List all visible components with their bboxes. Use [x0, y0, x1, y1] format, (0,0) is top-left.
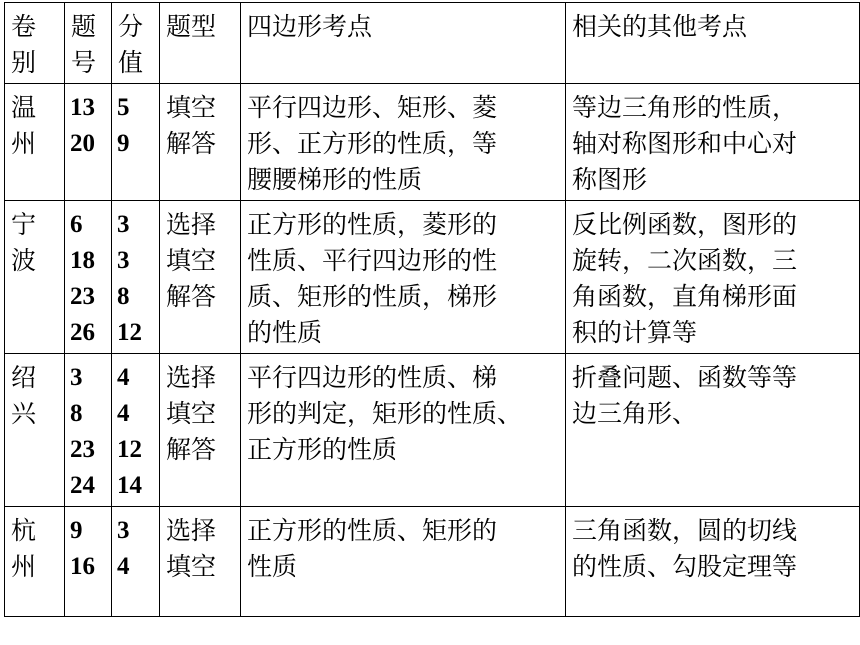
topic-line: 形的判定，矩形的性质、: [247, 399, 523, 428]
question-type-cell: [160, 84, 241, 201]
score-value: 3: [117, 517, 130, 544]
score-cell: [112, 84, 160, 201]
topic-line: 正方形的性质，菱形的: [247, 210, 498, 239]
related-line: 折叠问题、函数等等: [572, 363, 798, 392]
region-line: 兴: [11, 399, 37, 428]
question-type: 选择: [166, 210, 217, 239]
quadrilateral-topics-cell: [241, 201, 566, 354]
related-line: 称图形: [572, 165, 648, 194]
region-line: 波: [11, 246, 37, 275]
related-line: 三角函数，圆的切线: [572, 516, 798, 545]
header-row: [5, 3, 860, 84]
header-score-line: 分: [118, 12, 144, 41]
question-type: 填空: [166, 246, 217, 275]
question-number: 26: [70, 319, 95, 346]
table-row: [5, 507, 860, 617]
quadrilateral-topics-cell: [241, 507, 566, 617]
score-value: 12: [117, 436, 142, 463]
score-value: 14: [117, 472, 142, 499]
topic-line: 平行四边形、矩形、菱: [247, 93, 498, 122]
region-line: 宁: [11, 210, 37, 239]
table-row: [5, 84, 860, 201]
score-value: 9: [117, 130, 130, 157]
score-cell: [112, 201, 160, 354]
region-line: 杭: [11, 516, 37, 545]
exam-topics-table: [4, 2, 860, 617]
related-line: 边三角形、: [572, 399, 698, 428]
question-number: 8: [70, 400, 83, 427]
related-line: 积的计算等: [572, 318, 698, 347]
topic-line: 正方形的性质: [247, 435, 398, 464]
topic-line: 的性质: [247, 318, 323, 347]
topic-line: 质、矩形的性质，梯形: [247, 282, 498, 311]
related-line: 轴对称图形和中心对: [572, 129, 798, 158]
topic-line: 性质、平行四边形的性: [247, 246, 498, 275]
topic-line: 形、正方形的性质，等: [247, 129, 498, 158]
header-quadrilateral-topics: [241, 3, 566, 84]
quadrilateral-topics-cell: [241, 354, 566, 507]
score-cell: [112, 354, 160, 507]
related-line: 的性质、勾股定理等: [572, 552, 798, 581]
table-row: [5, 354, 860, 507]
question-number: 16: [70, 553, 95, 580]
question-type: 解答: [166, 435, 217, 464]
question-type-cell: [160, 201, 241, 354]
related-topics-cell: [566, 354, 860, 507]
region-line: 州: [11, 552, 37, 581]
region-cell: [5, 354, 65, 507]
question-type-cell: [160, 354, 241, 507]
header-score: [112, 3, 160, 84]
question-number: 9: [70, 517, 83, 544]
region-cell: [5, 201, 65, 354]
question-number-cell: [65, 84, 112, 201]
question-type: 解答: [166, 129, 217, 158]
question-number-cell: [65, 201, 112, 354]
region-cell: [5, 507, 65, 617]
header-region: [5, 3, 65, 84]
header-score-line: 值: [118, 48, 144, 77]
topic-line: 性质: [247, 552, 298, 581]
question-type: 填空: [166, 552, 217, 581]
region-line: 绍: [11, 363, 37, 392]
header-topics-line: 四边形考点: [247, 12, 373, 41]
question-type-cell: [160, 507, 241, 617]
related-topics-cell: [566, 84, 860, 201]
question-number: 6: [70, 211, 83, 238]
topic-line: 腰腰梯形的性质: [247, 165, 423, 194]
question-number: 3: [70, 364, 83, 391]
region-line: 州: [11, 129, 37, 158]
score-value: 3: [117, 211, 130, 238]
related-line: 旋转，二次函数，三: [572, 246, 798, 275]
header-related-line: 相关的其他考点: [572, 12, 748, 41]
related-topics-cell: [566, 201, 860, 354]
score-cell: [112, 507, 160, 617]
related-line: 反比例函数，图形的: [572, 210, 798, 239]
table-row: [5, 201, 860, 354]
header-question-number: [65, 3, 112, 84]
topic-line: 平行四边形的性质、梯: [247, 363, 498, 392]
header-type-line: 题型: [166, 12, 217, 41]
question-type: 解答: [166, 282, 217, 311]
score-value: 3: [117, 247, 130, 274]
question-number: 18: [70, 247, 95, 274]
header-related-topics: [566, 3, 860, 84]
score-value: 4: [117, 553, 130, 580]
question-number: 23: [70, 283, 95, 310]
question-number-cell: [65, 507, 112, 617]
question-type: 选择: [166, 363, 217, 392]
header-region-line: 别: [11, 48, 37, 77]
related-topics-cell: [566, 507, 860, 617]
topic-line: 正方形的性质、矩形的: [247, 516, 498, 545]
question-number: 20: [70, 130, 95, 157]
score-value: 4: [117, 364, 130, 391]
question-number: 24: [70, 472, 95, 499]
quadrilateral-topics-cell: [241, 84, 566, 201]
question-number: 13: [70, 94, 95, 121]
question-number: 23: [70, 436, 95, 463]
question-type: 填空: [166, 399, 217, 428]
header-qnum-line: 题: [71, 12, 97, 41]
question-number-cell: [65, 354, 112, 507]
related-line: 等边三角形的性质，: [572, 93, 798, 122]
header-question-type: [160, 3, 241, 84]
score-value: 12: [117, 319, 142, 346]
region-cell: [5, 84, 65, 201]
header-region-line: 卷: [11, 12, 37, 41]
question-type: 填空: [166, 93, 217, 122]
related-line: 角函数，直角梯形面: [572, 282, 798, 311]
score-value: 5: [117, 94, 130, 121]
score-value: 4: [117, 400, 130, 427]
score-value: 8: [117, 283, 130, 310]
question-type: 选择: [166, 516, 217, 545]
header-qnum-line: 号: [71, 48, 97, 77]
region-line: 温: [11, 93, 37, 122]
